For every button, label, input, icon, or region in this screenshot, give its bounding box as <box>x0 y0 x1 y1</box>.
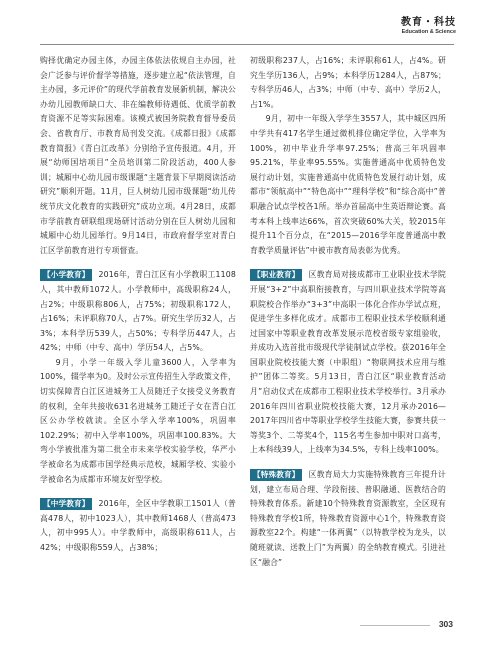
special-education-tag: 【特殊教育】 <box>250 469 302 481</box>
special-paragraph <box>250 468 446 570</box>
vocational-text: 区教育局对接成都市工业职业技术学院开展“3+2”中高职衔接教育，与四川职业技术学院等高职院校合作举办“3+3”中高职一体化合作办学试点班，促进学生多样化成才。成都市工程职业技术学校顺利通过国家中等职业教育改革发展示范校省级专家组验收，并成功入选首批市级现代学徒制试点学校。获2016年全国职业院校技能大赛（中职组）“物联网技术应用与维护”团体二等奖。5月13日，青白江区“职业教育活动月”启动仪式在成都市工程职业技术学校举行。3月承办2016年四川省职业院校技能大赛，12月承办2016—2017年四川省中等职业学校学生技能大赛，参赛共获一等奖3个、二等奖4个，115名考生参加中职对口高考，上本科线39人，上线率为34.5%，专科上线率100%。 <box>250 270 446 455</box>
vocational-education-section <box>250 268 446 458</box>
middle-paragraph-2: 9月，初中一年级入学学生3557人，其中城区四所中学共有417名学生通过微机排位确定学位，入学率为100%，初中毕业升学率97.25%；普高三年巩固率95.21%，毕业率95.55%。实施普通高中优质特色发展行动计划，实施普通高中优质特色发展行动计划，成都市“领航高中”“特色高中”“理科学校”和“综合高中”普职融合试点学校各1所。举办首届高中生英语辩论赛。高考本科上线率达66%，首次突破60%大关，较2015年提升11个百分点，在“2015—2016学年度普通高中教育教学质量评估”中被市教育局表彰为优秀。 <box>250 114 446 255</box>
vocational-paragraph <box>250 268 446 458</box>
primary-education-tag: 【小学教育】 <box>40 269 92 281</box>
middle-paragraph-1 <box>40 497 236 555</box>
middle-continued-paragraph: 初级职称237人，占16%；未评职称61人，占4%。研究生学历136人，占9%；本科学历1284人，占87%；专科学历46人，占3%；中师（中专、高中）学历2人，占1%。 <box>250 56 446 109</box>
vocational-education-tag: 【职业教育】 <box>250 269 302 281</box>
section-title-cn: 教育・科技 <box>401 17 456 28</box>
page-number: 303 <box>438 619 453 629</box>
primary-paragraph-2: 9月，小学一年级入学儿童3600人，入学率为100%，辍学率为0。及时公示宣传招生入学政策文件，切实保障青白江区进城务工人员随迁子女接受义务教育的权利，全年共接收631名进城务工随迁子女在青白江区公办学校就读。全区小学入学率100%，巩固率102.29%；初中入学率100%，巩固率100.83%。大弯小学被批准为第二批全市未来学校实验学校，华严小学被命名为成都市国学经典示范校，城厢学校、实验小学被命名为成都市环境友好型学校。 <box>40 357 236 484</box>
middle-education-tag: 【中学教育】 <box>40 498 92 510</box>
primary-education-section <box>40 268 236 487</box>
primary-text-1: 2016年，青白江区有小学教职工1108人，其中教师1072人。小学教师中，高级职称24人，占2%；中级职称806人，占75%；初级职称172人，占16%；未评职称70人，占7%。研究生学历32人，占3%；本科学历539人，占50%；专科学历447人，占42%；中师（中专、高中）学历54人，占5%。 <box>40 270 236 353</box>
intro-paragraph: 购择优确定办园主体，办园主体依法依规自主办园，社会广泛参与评价督学等措施，逐步建立起“依法管理，自主办园，多元评价”的现代学前教育发展新机制，解决公办幼儿园教师缺口大、非在编教师待遇低、优质学前教育资源不足等实际困难。该模式被国务院教育督导委员会、省教育厅、市教育局刊发交流。《成都日报》《成都教育简报》《青白江改革》分别给予宣传报道。4月，开展“幼师国培项目”全员培训第二阶段活动，400人参训；城厢中心幼儿园市级课题“主题背景下早期阅读活动研究”顺利开题。11月，巨人树幼儿园市级课题“幼儿传统节庆文化教育的实践研究”成功立项。4月28日，成都市学前教育研联组现场研讨活动分别在巨人树幼儿园和城厢中心幼儿园举行。9月14日，市政府督学室对青白江区学前教育进行专项督查。 <box>40 56 236 255</box>
section-header <box>401 13 456 35</box>
middle-text-1: 2016年，全区中学教职工1501人（普高478人，初中1023人），其中教师1468人（普高473人，初中995人）。中学教师中，高级职称611人，占42%；中级职称559人，占38%； <box>40 499 236 552</box>
section-title-en: Education & Science <box>401 29 456 35</box>
header-divider <box>40 44 454 45</box>
primary-paragraph-1 <box>40 268 236 356</box>
right-column <box>250 54 446 570</box>
left-column <box>40 54 236 556</box>
middle-education-section <box>40 497 236 555</box>
footer-divider <box>360 625 430 626</box>
special-education-section <box>250 468 446 570</box>
special-text: 区教育局大力实施特殊教育三年提升计划，建立布局合理、学段衔接、普职融通、医教结合的特殊教育体系。新建10个特殊教育资源教室，全区现有特殊教育学校1所，特殊教育资源中心1个，特殊教育资源教室22个。构建“一体两翼”（以特教学校为龙头，以随班就读、送教上门”为两翼）的全纳教育模式。引进社区“融合” <box>250 470 446 567</box>
